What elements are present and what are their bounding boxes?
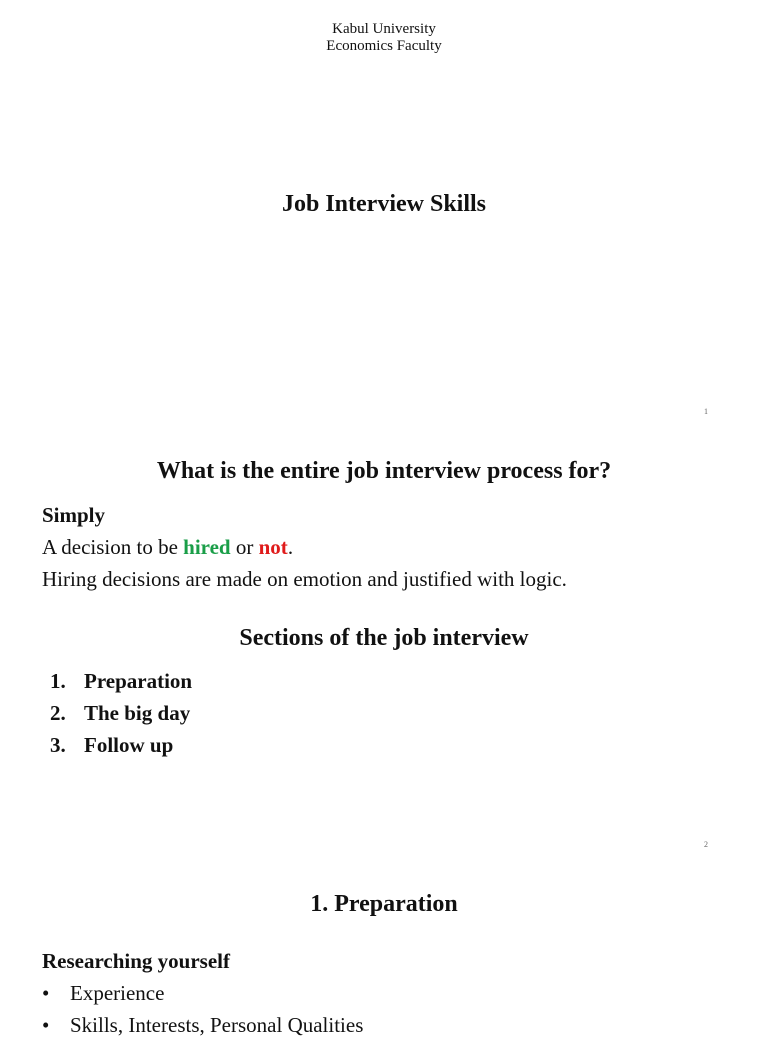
bullet-label: Experience	[70, 981, 165, 1005]
bullet-item-experience	[42, 981, 164, 1006]
document-title: Job Interview Skills	[281, 191, 487, 217]
sections-heading: Sections of the job interview	[239, 625, 529, 651]
simply-label: Simply	[42, 503, 106, 527]
bullet-label: Skills, Interests, Personal Qualities	[70, 1013, 364, 1037]
section-number: 2.	[50, 701, 66, 725]
page-number-1: 1	[704, 407, 708, 416]
university-name: Kabul University	[332, 21, 436, 37]
section-item-big-day	[50, 701, 190, 726]
section-label: Preparation	[84, 669, 193, 693]
page-number-2: 2	[704, 840, 708, 849]
section-item-preparation	[50, 669, 192, 694]
researching-yourself-heading: Researching yourself	[42, 949, 231, 973]
bullet-icon: •	[42, 981, 50, 1005]
decision-suffix: .	[287, 535, 294, 559]
decision-or: or	[230, 535, 259, 559]
bullet-item-skills	[42, 1013, 363, 1038]
process-heading: What is the entire job interview process for?	[156, 458, 612, 484]
hired-word: hired	[183, 535, 231, 559]
decision-sentence	[42, 535, 293, 560]
section-number: 1.	[50, 669, 66, 693]
hiring-sentence: Hiring decisions are made on emotion and justified with logic.	[42, 567, 567, 591]
bullet-icon: •	[42, 1013, 50, 1037]
section-label: The big day	[84, 701, 191, 725]
faculty-name: Economics Faculty	[326, 38, 442, 54]
section-label: Follow up	[84, 733, 174, 757]
section-number: 3.	[50, 733, 66, 757]
decision-prefix: A decision to be	[42, 535, 184, 559]
preparation-heading: 1. Preparation	[310, 891, 458, 917]
section-item-follow-up	[50, 733, 173, 758]
not-word: not	[258, 535, 288, 559]
